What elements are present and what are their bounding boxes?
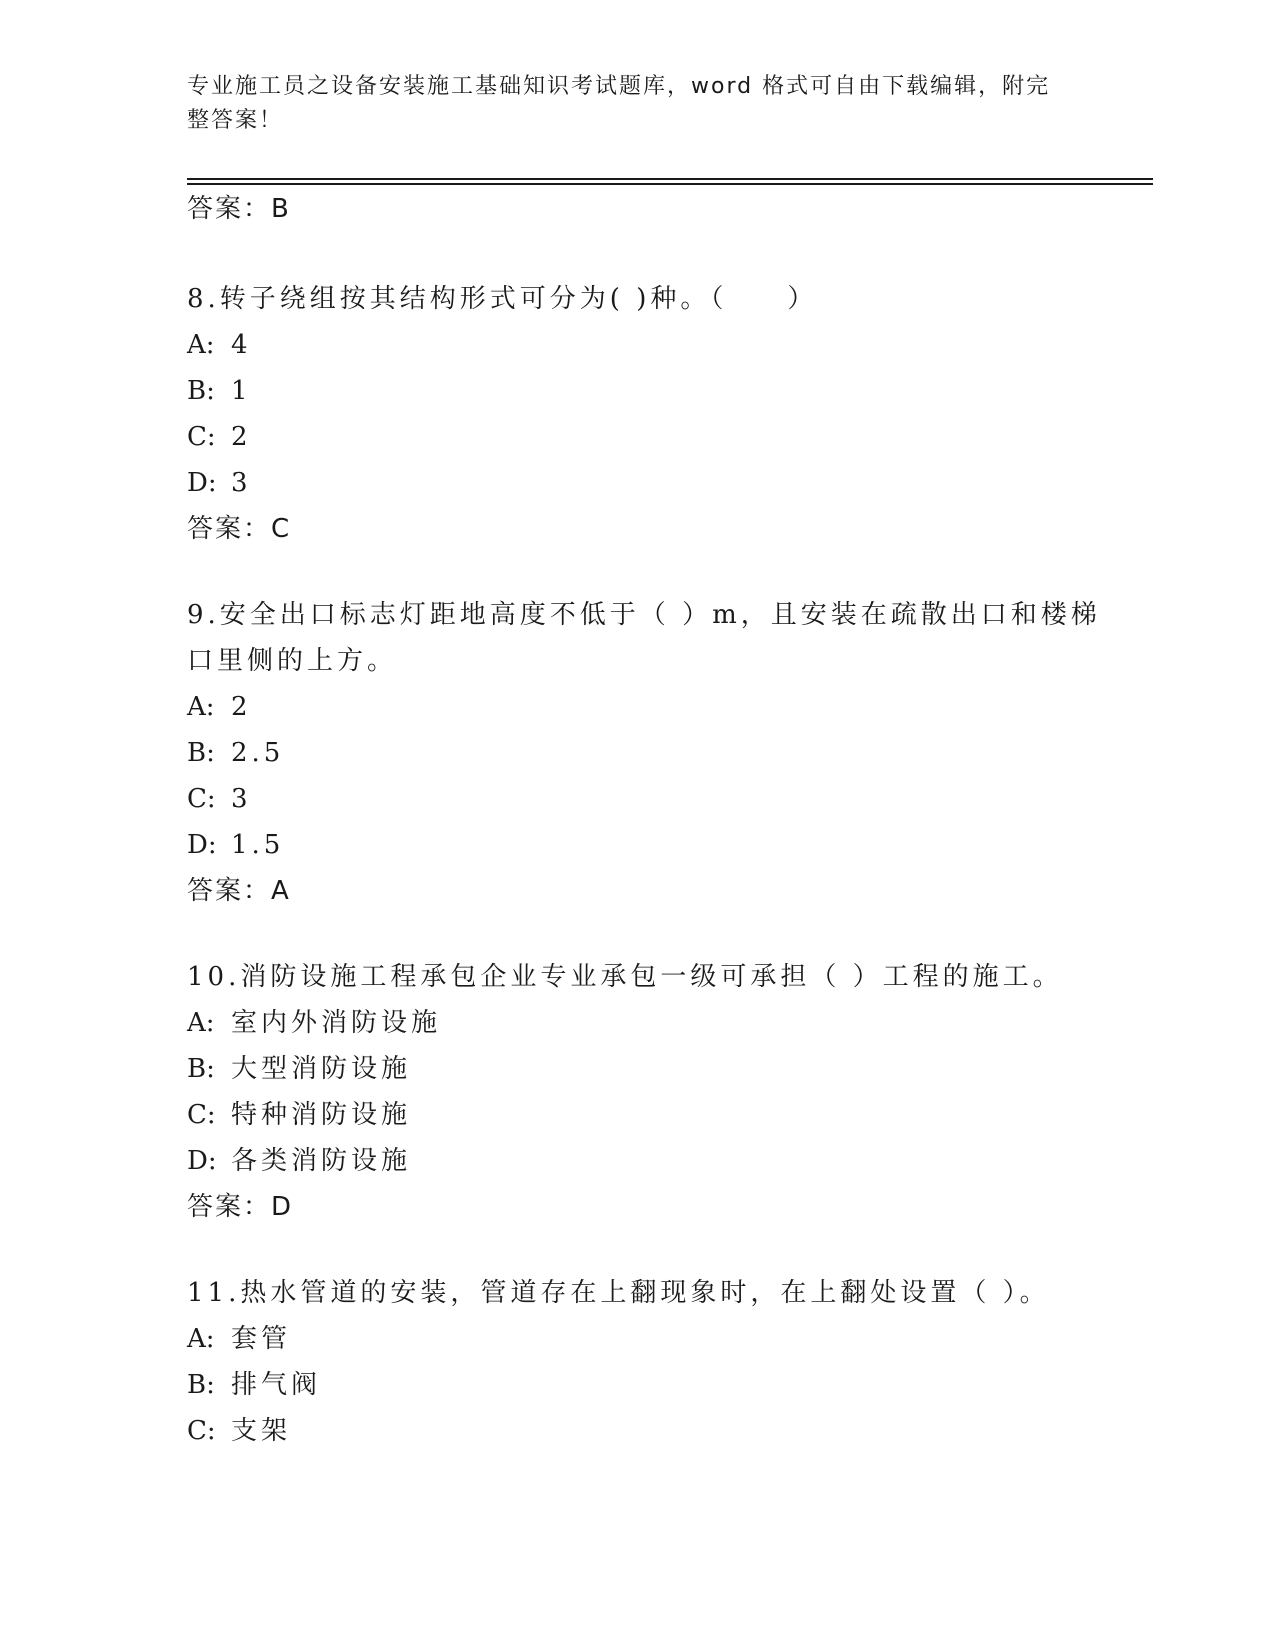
document-header [187, 70, 1087, 138]
option-b: B: 排气阀 [187, 1370, 322, 1400]
option-b: B: 2.5 [187, 738, 285, 768]
question-8 [187, 276, 1087, 552]
answer-line: 答案：A [187, 876, 291, 906]
option-a: A: 4 [187, 330, 252, 360]
option-b: B: 大型消防设施 [187, 1054, 412, 1084]
question-11 [187, 1270, 1087, 1454]
header-line-1: 专业施工员之设备安装施工基础知识考试题库，word 格式可自由下载编辑，附完 [187, 74, 1051, 99]
option-a: A: 室内外消防设施 [187, 1008, 442, 1038]
option-c: C: 支架 [187, 1416, 292, 1446]
option-c: C: 特种消防设施 [187, 1100, 412, 1130]
header-divider-bottom [187, 183, 1153, 185]
header-divider-top [187, 178, 1153, 180]
option-d: D: 1.5 [187, 830, 285, 860]
question-stem: 11.热水管道的安装，管道存在上翻现象时，在上翻处设置（ ）。 [187, 1278, 1050, 1308]
answer-line: 答案：C [187, 514, 292, 544]
previous-answer-block [187, 186, 1087, 232]
question-stem: 8.转子绕组按其结构形式可分为( )种。（ ） [187, 284, 818, 314]
question-stem: 10.消防设施工程承包企业专业承包一级可承担（ ）工程的施工。 [187, 962, 1063, 992]
option-a: A: 套管 [187, 1324, 292, 1354]
option-d: D: 各类消防设施 [187, 1146, 412, 1176]
header-line-2: 整答案！ [187, 108, 284, 133]
option-d: D: 3 [187, 468, 252, 498]
question-9 [187, 592, 1101, 914]
option-a: A: 2 [187, 692, 252, 722]
answer-line: 答案：D [187, 1192, 294, 1222]
answer-line: 答案：B [187, 194, 291, 224]
question-10 [187, 954, 1087, 1230]
option-b: B: 1 [187, 376, 252, 406]
question-stem-line-2: 口里侧的上方。 [187, 646, 398, 676]
option-c: C: 2 [187, 422, 252, 452]
option-c: C: 3 [187, 784, 252, 814]
question-stem-line-1: 9.安全出口标志灯距地高度不低于（ ）m，且安装在疏散出口和楼梯 [187, 600, 1101, 630]
